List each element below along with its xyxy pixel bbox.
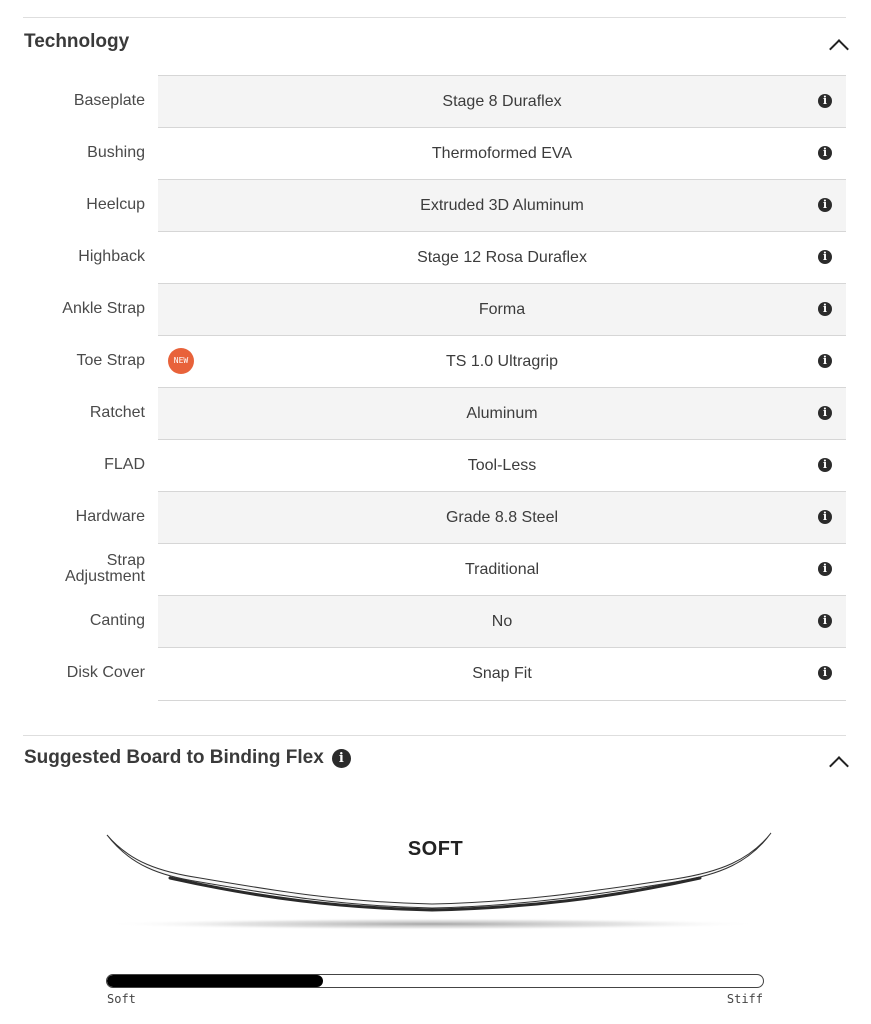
flex-min-label: Soft: [107, 992, 136, 1006]
flex-max-label: Stiff: [726, 992, 763, 1006]
flex-bar-fill: [107, 975, 323, 987]
row-label: Bushing: [87, 144, 145, 161]
table-row: [0, 543, 871, 595]
row-value: Snap Fit: [158, 647, 846, 699]
flex-bar: [106, 974, 764, 988]
technology-title-text: Technology: [24, 31, 130, 52]
info-icon[interactable]: i: [818, 250, 832, 264]
info-icon[interactable]: i: [818, 302, 832, 316]
flex-divider: [23, 735, 846, 736]
table-row: [0, 75, 871, 127]
row-value: Tool-Less: [158, 439, 846, 491]
row-value: Traditional: [158, 543, 846, 595]
table-row: [0, 387, 871, 439]
row-label: FLAD: [104, 456, 145, 473]
table-row: [0, 127, 871, 179]
info-icon[interactable]: i: [818, 458, 832, 472]
info-icon[interactable]: i: [818, 666, 832, 680]
info-icon[interactable]: i: [818, 614, 832, 628]
table-row: [0, 283, 871, 335]
table-row: [0, 595, 871, 647]
row-label: Ankle Strap: [62, 300, 145, 317]
row-label: Toe Strap: [76, 352, 145, 369]
chevron-up-icon[interactable]: [829, 39, 849, 59]
technology-title[interactable]: [24, 31, 129, 53]
row-label: Ratchet: [89, 404, 145, 421]
info-icon[interactable]: i: [818, 354, 832, 368]
row-label: Disk Cover: [66, 664, 145, 681]
info-icon[interactable]: i: [332, 749, 351, 768]
technology-table: [0, 75, 871, 699]
flex-word: SOFT: [407, 838, 464, 860]
row-label: Hardware: [75, 508, 145, 525]
top-divider: [23, 17, 846, 18]
row-value: TS 1.0 Ultragrip: [158, 335, 846, 387]
table-row: [0, 647, 871, 699]
flex-title[interactable]: [24, 747, 351, 769]
table-row: [0, 179, 871, 231]
info-icon[interactable]: i: [818, 198, 832, 212]
flex-title-text: Suggested Board to Binding Flex: [24, 747, 324, 768]
info-icon[interactable]: i: [818, 562, 832, 576]
info-icon[interactable]: i: [818, 94, 832, 108]
table-bottom-border: [158, 700, 846, 701]
row-label: Strap Adjustment: [64, 552, 145, 585]
row-value: Stage 12 Rosa Duraflex: [158, 231, 846, 283]
table-row: [0, 231, 871, 283]
table-row: [0, 491, 871, 543]
table-row: [0, 439, 871, 491]
row-value: No: [158, 595, 846, 647]
row-label: Baseplate: [73, 92, 145, 109]
row-label: Canting: [89, 612, 145, 629]
row-value: Extruded 3D Aluminum: [158, 179, 846, 231]
info-icon[interactable]: i: [818, 406, 832, 420]
chevron-up-icon[interactable]: [829, 756, 849, 776]
row-label: Highback: [78, 248, 145, 265]
row-value: Stage 8 Duraflex: [158, 75, 846, 127]
row-value: Forma: [158, 283, 846, 335]
new-badge: NEW: [168, 348, 194, 374]
info-icon[interactable]: i: [818, 146, 832, 160]
table-row: [0, 335, 871, 387]
info-icon[interactable]: i: [818, 510, 832, 524]
row-value: Aluminum: [158, 387, 846, 439]
row-value: Thermoformed EVA: [158, 127, 846, 179]
board-shadow: [102, 918, 762, 930]
row-label: Heelcup: [86, 196, 145, 213]
row-value: Grade 8.8 Steel: [158, 491, 846, 543]
